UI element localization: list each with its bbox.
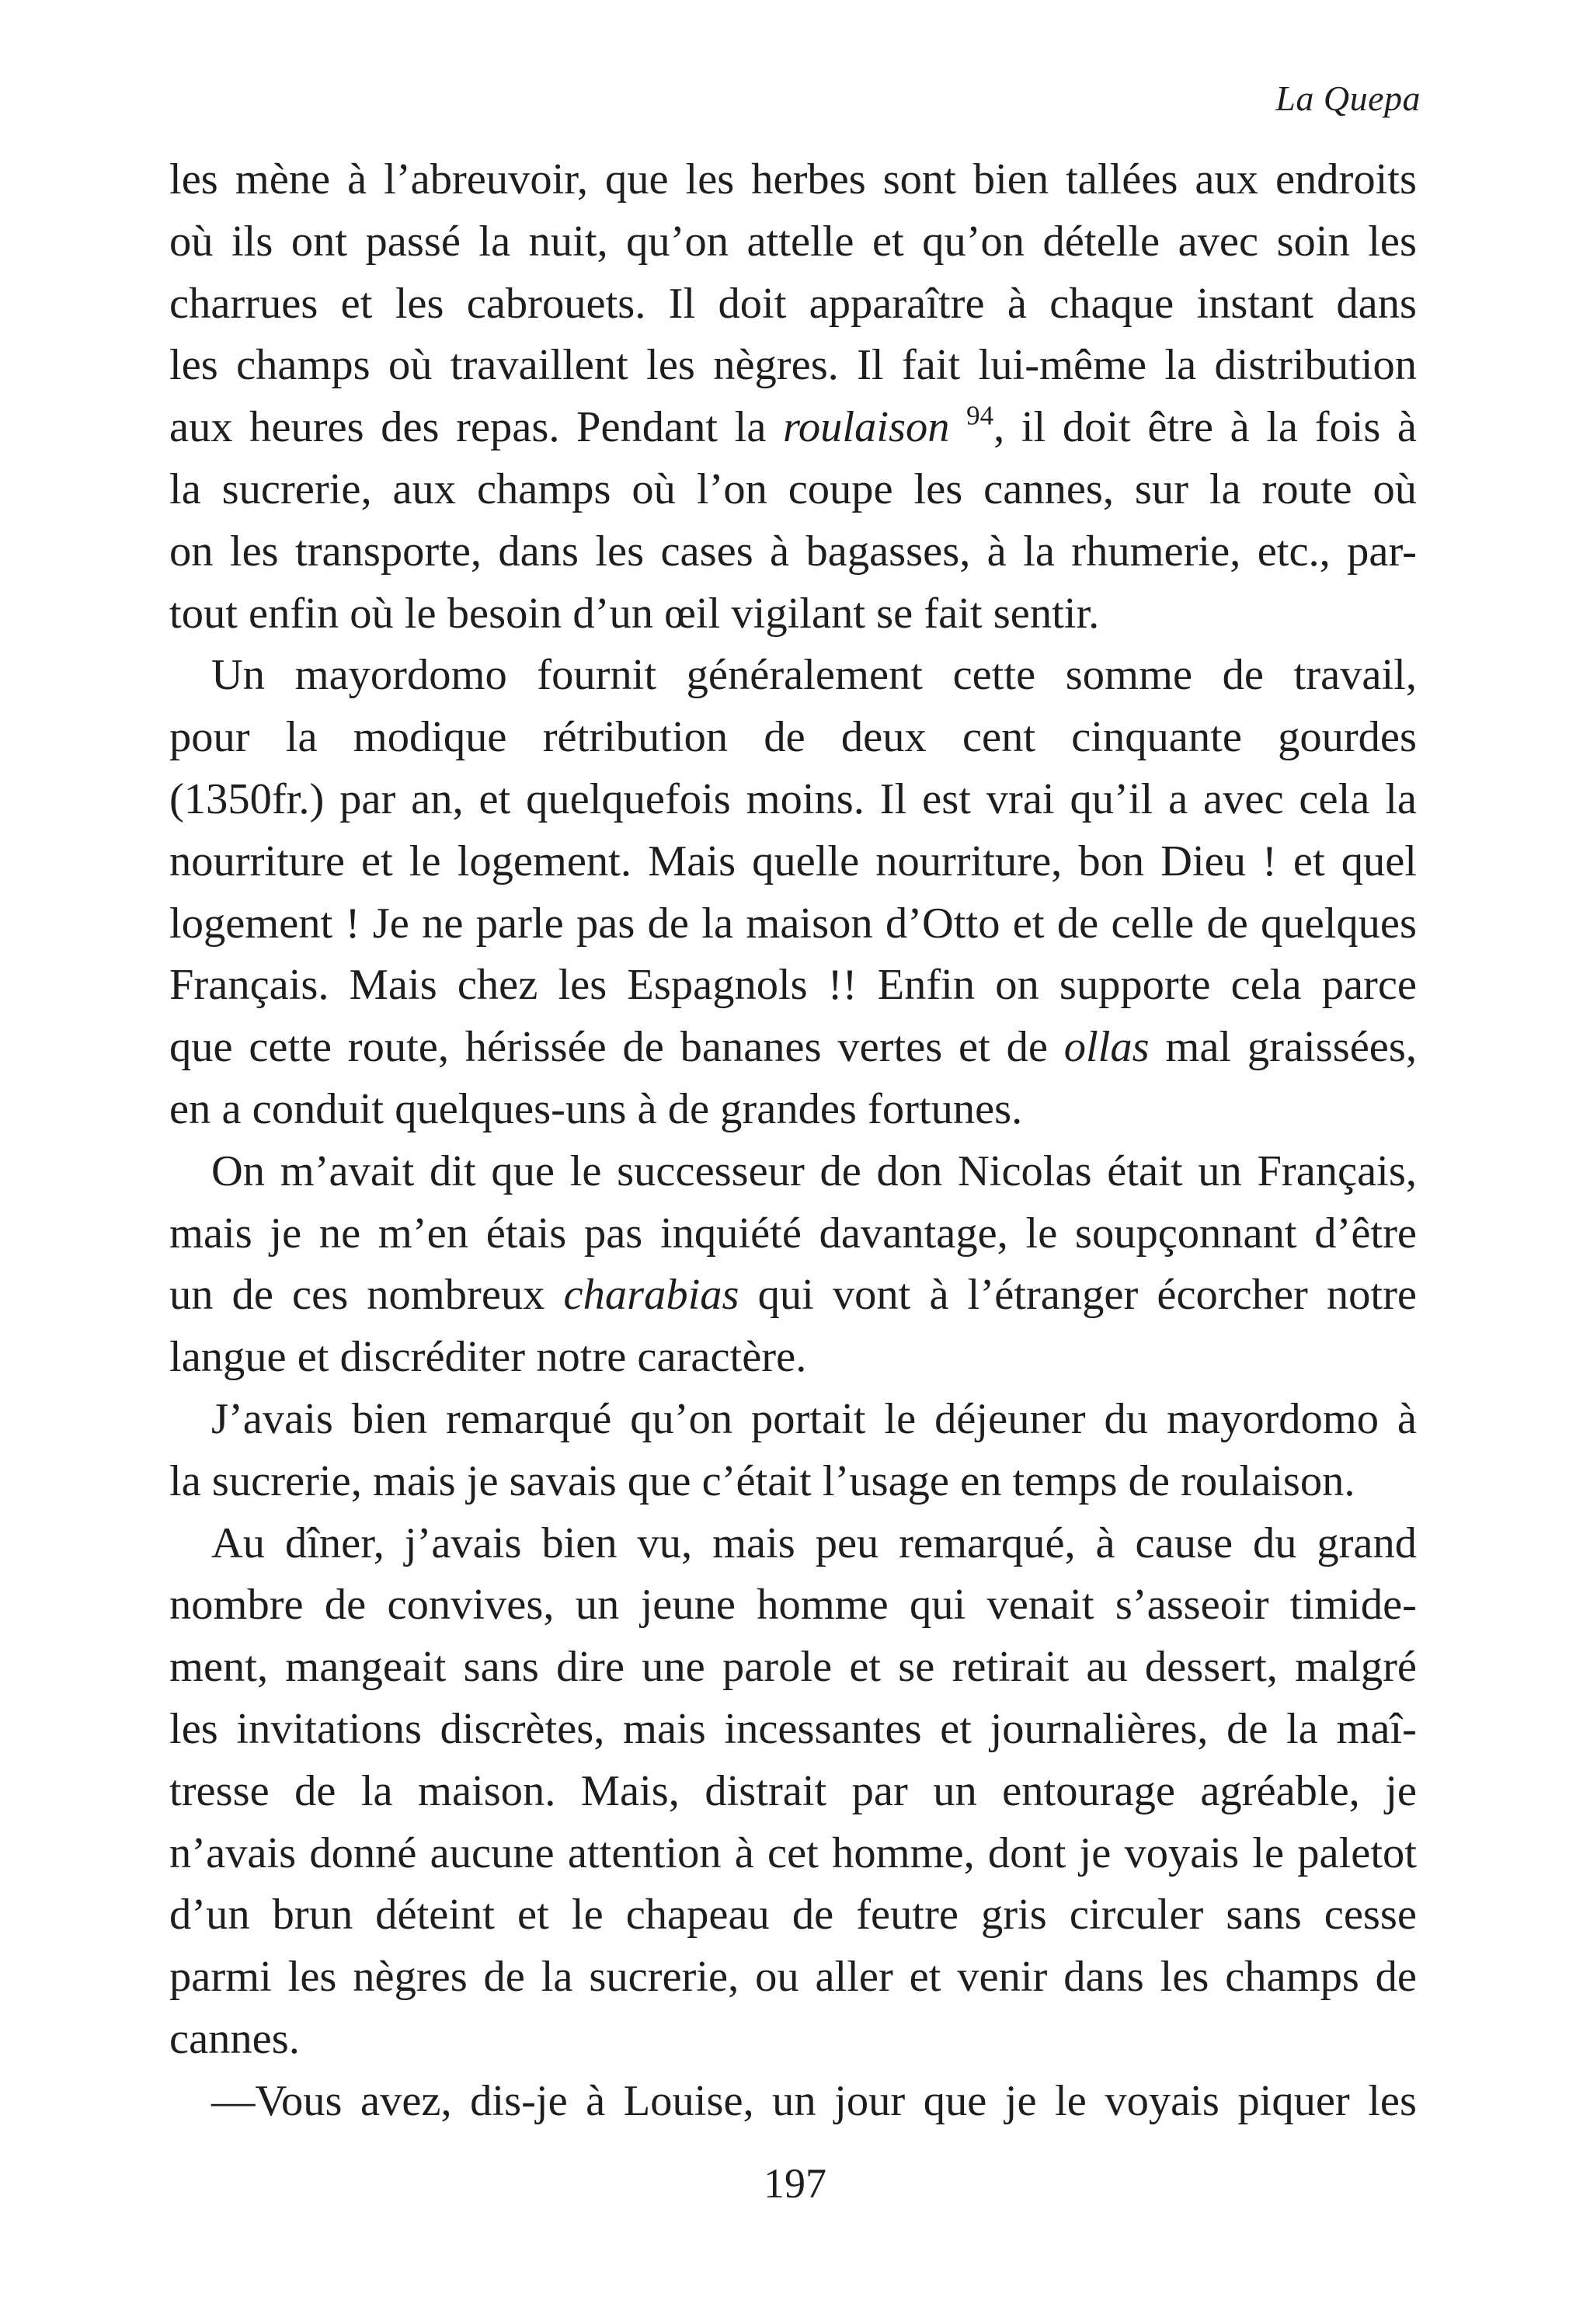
- body-text: [169, 149, 1417, 2133]
- text-line: langue et discréditer notre caractère.: [169, 1333, 807, 1382]
- running-head: La Quepa: [1275, 78, 1421, 118]
- text-line: [169, 1017, 1417, 1079]
- text-line: —Vous avez, dis-je à Louise, un jour que je le voyais piquer les: [211, 2076, 1417, 2125]
- text-line: ment, mangeait sans dire une parole et se retirait au dessert, malgré: [169, 1643, 1417, 1692]
- text-line: n’avais donné aucune attention à cet homme, dont je voyais le paletot: [169, 1828, 1417, 1877]
- text-line: tout enfin où le besoin d’un œil vigilant se fait sentir.: [169, 589, 1100, 638]
- italic-term: ollas: [1063, 1023, 1150, 1072]
- text-line: parmi les nègres de la sucrerie, ou aller et venir dans les champs de: [169, 1953, 1417, 2002]
- text-line: les mène à l’abreuvoir, que les herbes sont bien tallées aux endroits: [169, 155, 1417, 204]
- text-line: On m’avait dit que le successeur de don Nicolas était un Français,: [211, 1146, 1417, 1195]
- text-line: en a conduit quelques-uns à de grandes fortunes.: [169, 1084, 1023, 1133]
- text-line: on les transporte, dans les cases à bagasses, à la rhumerie, etc., par-: [169, 527, 1417, 576]
- text-line: d’un brun déteint et le chapeau de feutre gris circuler sans cesse: [169, 1891, 1417, 1940]
- text-line: [169, 397, 1417, 459]
- footnote-ref[interactable]: 94: [966, 400, 994, 431]
- text-line: nourriture et le logement. Mais quelle nourriture, bon Dieu ! et quel: [169, 837, 1417, 885]
- text-run: qui vont à l’étranger écorcher notre: [739, 1271, 1418, 1320]
- text-line: nombre de convives, un jeune homme qui venait s’asseoir timide-: [169, 1581, 1417, 1630]
- text-line: la sucrerie, aux champs où l’on coupe les cannes, sur la route où: [169, 464, 1417, 513]
- text-line: Au dîner, j’avais bien vu, mais peu remarqué, à cause du grand: [211, 1519, 1417, 1567]
- text-line: mais je ne m’en étais pas inquiété davantage, le soupçonnant d’être: [169, 1209, 1417, 1258]
- text-line: cannes.: [169, 2014, 300, 2063]
- text-line: Un mayordomo fournit généralement cette somme de travail,: [211, 651, 1417, 700]
- text-line: (1350fr.) par an, et quelquefois moins. Il est vrai qu’il a avec cela la: [169, 774, 1417, 823]
- text-line: Français. Mais chez les Espagnols !! Enfin on supporte cela parce: [169, 961, 1417, 1010]
- text-line: tresse de la maison. Mais, distrait par un entourage agréable, je: [169, 1766, 1417, 1815]
- text-run: aux heures des repas. Pendant la: [169, 403, 783, 452]
- text-line: les invitations discrètes, mais incessantes et journalières, de la maî-: [169, 1704, 1417, 1753]
- text-line: logement ! Je ne parle pas de la maison d’Otto et de celle de quelques: [169, 899, 1417, 948]
- text-run: un de ces nombreux: [169, 1271, 564, 1320]
- text-line: charrues et les cabrouets. Il doit apparaître à chaque instant dans: [169, 279, 1417, 328]
- italic-term: roulaison: [783, 403, 950, 452]
- text-line: les champs où travaillent les nègres. Il fait lui-même la distribution: [169, 341, 1417, 390]
- italic-term: charabias: [563, 1271, 739, 1320]
- text-line: J’avais bien remarqué qu’on portait le déjeuner du mayordomo à: [211, 1394, 1417, 1443]
- page-number: 197: [764, 2160, 826, 2207]
- text-run: , il doit être à la fois à: [993, 403, 1418, 452]
- text-line: la sucrerie, mais je savais que c’était l’usage en temps de roulaison.: [169, 1456, 1355, 1505]
- text-line: pour la modique rétribution de deux cent cinquante gourdes: [169, 713, 1417, 762]
- text-run: que cette route, hérissée de bananes vertes et de: [169, 1023, 1064, 1072]
- text-run: mal graissées,: [1149, 1023, 1417, 1072]
- text-line: où ils ont passé la nuit, qu’on attelle et qu’on dételle avec soin les: [169, 217, 1417, 266]
- text-line: [169, 1265, 1417, 1327]
